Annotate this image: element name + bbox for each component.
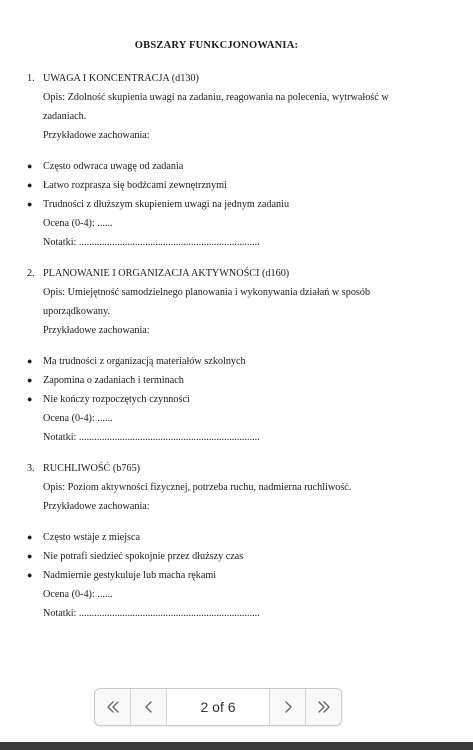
bullet-icon: ● — [27, 394, 33, 404]
behavior-text: Łatwo rozprasza się bodźcami zewnętrznymi — [43, 180, 227, 191]
behavior-text: Zapomina o zadaniach i terminach — [43, 375, 184, 386]
section-heading: PLANOWANIE I ORGANIZACJA AKTYWNOŚCI (d160) — [43, 268, 290, 279]
previous-page-button[interactable] — [131, 689, 167, 725]
section-number: 1. — [27, 73, 35, 84]
behavior-item — [27, 528, 427, 547]
section-heading-row — [27, 264, 427, 283]
behavior-text: Często wstaje z miejsca — [43, 532, 141, 543]
section-heading: RUCHLIWOŚĆ (b765) — [43, 463, 141, 474]
behavior-item — [27, 390, 427, 409]
rating-field: Ocena (0-4): ...... — [43, 589, 113, 600]
bullet-icon: ● — [27, 356, 33, 366]
description-line: Opis: Umiejętność samodzielnego planowania i wykonywania działań w sposób — [43, 287, 371, 298]
behavior-item — [27, 195, 427, 214]
double-chevron-left-icon — [106, 701, 120, 713]
document-title: OBSZARY FUNKCJONOWANIA: — [134, 40, 299, 51]
behavior-text: Nadmiernie gestykuluje lub macha rękami — [43, 570, 217, 581]
section-mobility — [27, 459, 427, 623]
behavior-item — [27, 157, 427, 176]
examples-label: Przykładowe zachowania: — [43, 501, 150, 512]
bullet-icon: ● — [27, 180, 33, 190]
section-number: 2. — [27, 268, 35, 279]
examples-label: Przykładowe zachowania: — [43, 130, 150, 141]
description-line: zadaniach. — [43, 111, 87, 122]
behavior-text: Nie kończy rozpoczętych czynności — [43, 394, 190, 405]
section-description — [27, 478, 427, 497]
bullet-icon: ● — [27, 551, 33, 561]
rating-field: Ocena (0-4): ...... — [43, 413, 113, 424]
description-line: Opis: Poziom aktywności fizycznej, potrzeba ruchu, nadmierna ruchliwość. — [43, 482, 352, 493]
section-description — [27, 88, 427, 126]
last-page-button[interactable] — [305, 689, 341, 725]
behavior-item — [27, 352, 427, 371]
bullet-icon: ● — [27, 532, 33, 542]
notes-field: Notatki: ....................................................................... — [43, 237, 260, 248]
section-heading-row — [27, 69, 427, 88]
notes-field: Notatki: ....................................................................... — [43, 608, 260, 619]
behavior-text: Nie potrafi siedzieć spokojnie przez dłuższy czas — [43, 551, 244, 562]
rating-field: Ocena (0-4): ...... — [43, 218, 113, 229]
section-heading-row — [27, 459, 427, 478]
double-chevron-right-icon — [317, 701, 331, 713]
behavior-item — [27, 176, 427, 195]
first-page-button[interactable] — [95, 689, 131, 725]
bullet-icon: ● — [27, 161, 33, 171]
section-planning — [27, 264, 427, 447]
bullet-icon: ● — [27, 375, 33, 385]
description-line: uporządkowany. — [43, 306, 110, 317]
description-line: Opis: Zdolność skupienia uwagi na zadaniu, reagowania na polecenia, wytrwałość w — [43, 92, 389, 103]
section-number: 3. — [27, 463, 35, 474]
section-description — [27, 283, 427, 321]
behavior-item — [27, 566, 427, 585]
next-page-button[interactable] — [269, 689, 305, 725]
section-heading: UWAGA I KONCENTRACJA (d130) — [43, 73, 199, 84]
examples-label: Przykładowe zachowania: — [43, 325, 150, 336]
page-indicator: 2 of 6 — [167, 689, 269, 725]
page-navigator — [94, 688, 342, 726]
behavior-text: Często odwraca uwagę od zadania — [43, 161, 184, 172]
bullet-icon: ● — [27, 199, 33, 209]
chevron-left-icon — [144, 701, 154, 713]
notes-field: Notatki: ....................................................................... — [43, 432, 260, 443]
behavior-item — [27, 371, 427, 390]
behavior-item — [27, 547, 427, 566]
viewer-bottom-bar — [0, 742, 473, 750]
section-attention — [27, 69, 427, 252]
bullet-icon: ● — [27, 570, 33, 580]
behavior-text: Trudności z dłuższym skupieniem uwagi na jednym zadaniu — [43, 199, 290, 210]
chevron-right-icon — [283, 701, 293, 713]
behavior-text: Ma trudności z organizacją materiałów szkolnych — [43, 356, 246, 367]
